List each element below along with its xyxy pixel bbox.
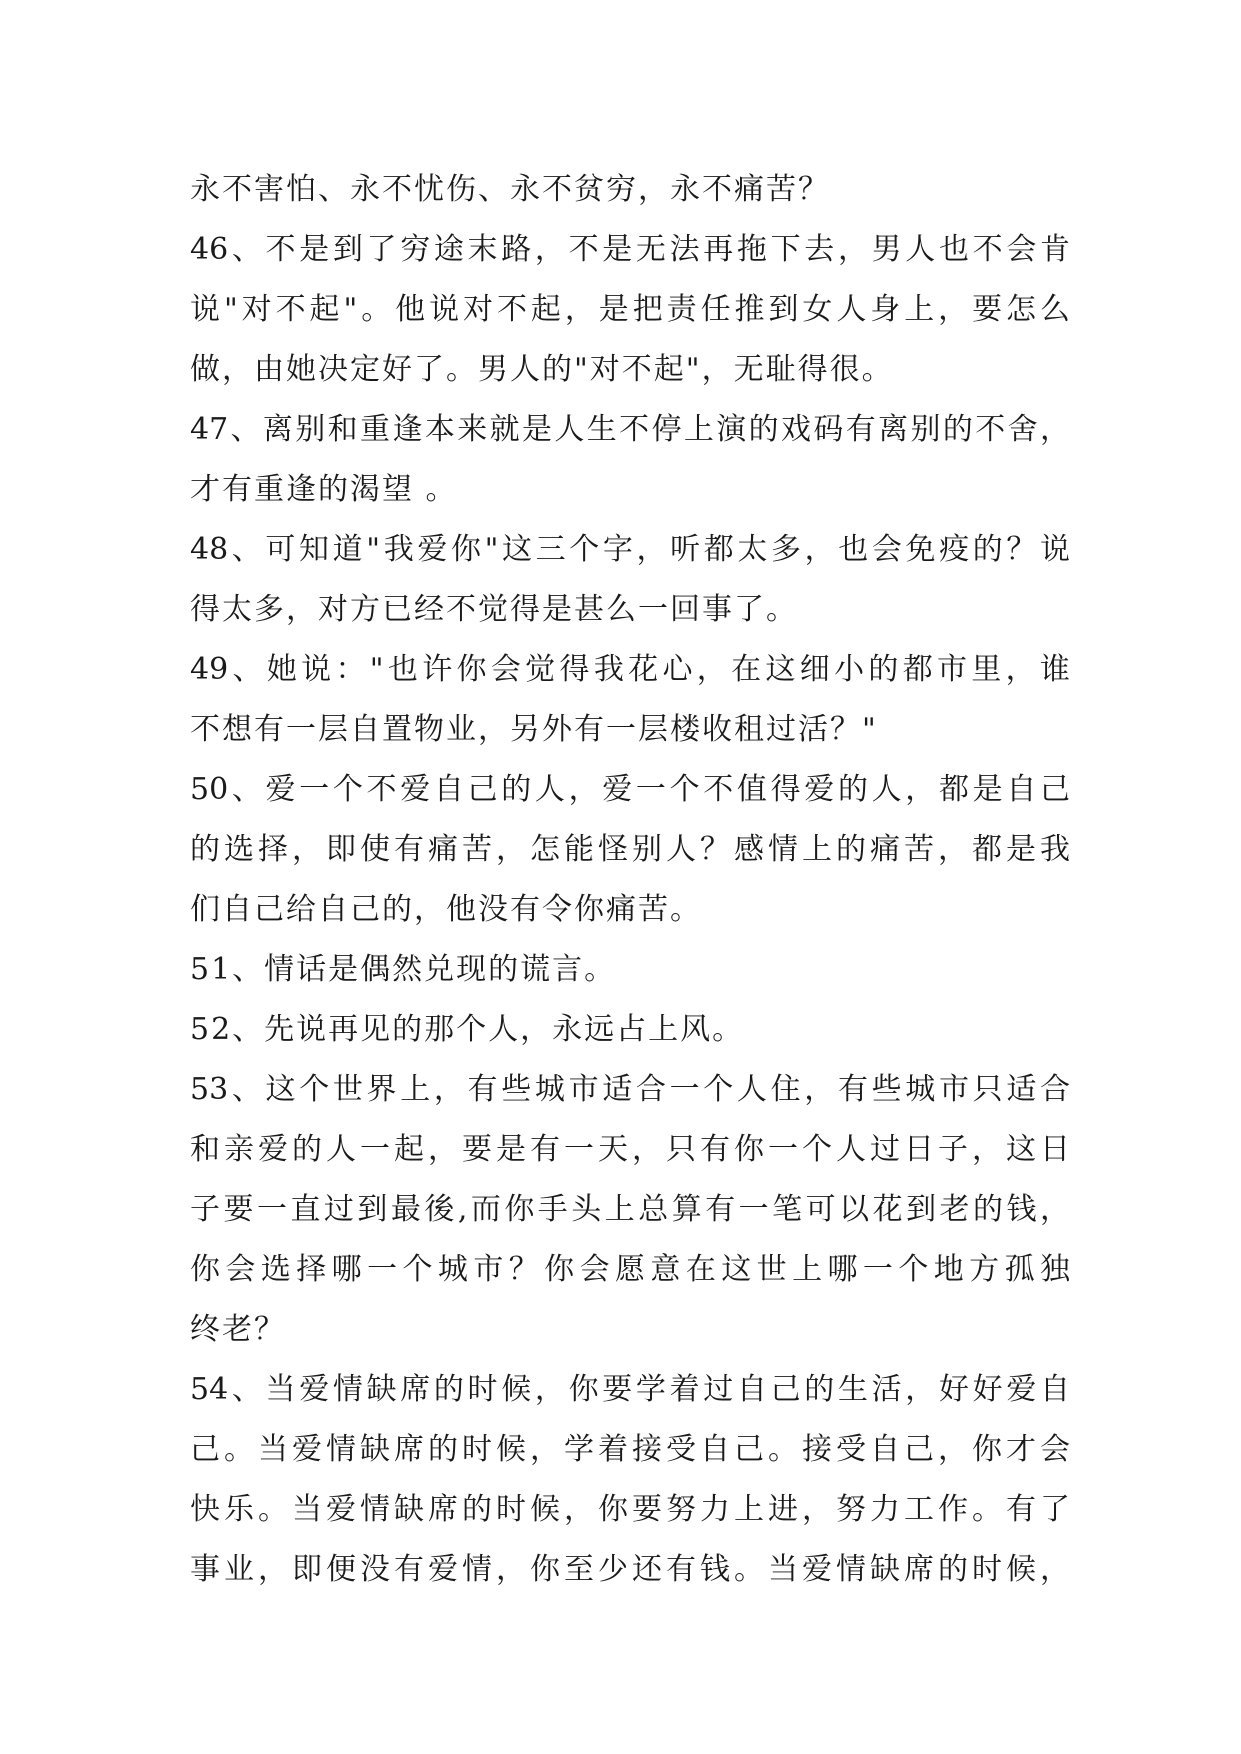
- text-line: 才有重逢的渴望 。: [190, 472, 458, 507]
- text-line: 你会选择哪一个城市？你会愿意在这世上哪一个地方孤独: [190, 1252, 1070, 1287]
- text-line: 和亲爱的人一起，要是有一天，只有你一个人过日子，这日: [190, 1132, 1070, 1167]
- text-line: 46、不是到了穷途末路，不是无法再拖下去，男人也不会肯: [190, 232, 1070, 267]
- text-line: 终老？: [190, 1312, 286, 1347]
- text-line: 永不害怕、永不忧伤、永不贫穷，永不痛苦？: [190, 172, 830, 207]
- document-body: [190, 160, 1070, 1600]
- text-line: 53、这个世界上，有些城市适合一个人住，有些城市只适合: [190, 1072, 1070, 1107]
- text-line: 事业，即便没有爱情，你至少还有钱。当爱情缺席的时候，: [190, 1552, 1070, 1587]
- text-line: 们自己给自己的，他没有令你痛苦。: [190, 892, 702, 927]
- text-line: 子要一直过到最後,而你手头上总算有一笔可以花到老的钱，: [190, 1192, 1070, 1227]
- text-line: 49、她说："也许你会觉得我花心，在这细小的都市里，谁: [190, 652, 1070, 687]
- text-line: 48、可知道"我爱你"这三个字，听都太多，也会免疫的？说: [190, 532, 1070, 567]
- text-line: 做，由她决定好了。男人的"对不起"，无耻得很。: [190, 352, 894, 387]
- text-line: 得太多，对方已经不觉得是甚么一回事了。: [190, 592, 798, 627]
- text-line: 50、爱一个不爱自己的人，爱一个不值得爱的人，都是自己: [190, 772, 1070, 807]
- text-line: 不想有一层自置物业，另外有一层楼收租过活？": [190, 712, 878, 747]
- text-line: 52、先说再见的那个人，永远占上风。: [190, 1012, 745, 1047]
- text-line: 47、离别和重逢本来就是人生不停上演的戏码有离别的不舍，: [190, 412, 1070, 447]
- text-line: 的选择，即使有痛苦，怎能怪别人？感情上的痛苦，都是我: [190, 832, 1070, 867]
- text-line: 54、当爱情缺席的时候，你要学着过自己的生活，好好爱自: [190, 1372, 1070, 1407]
- text-line: 51、情话是偶然兑现的谎言。: [190, 952, 617, 987]
- text-line: 快乐。当爱情缺席的时候，你要努力上进，努力工作。有了: [190, 1492, 1070, 1527]
- text-line: 说"对不起"。他说对不起，是把责任推到女人身上，要怎么: [190, 292, 1070, 327]
- text-line: 己。当爱情缺席的时候，学着接受自己。接受自己，你才会: [190, 1432, 1070, 1467]
